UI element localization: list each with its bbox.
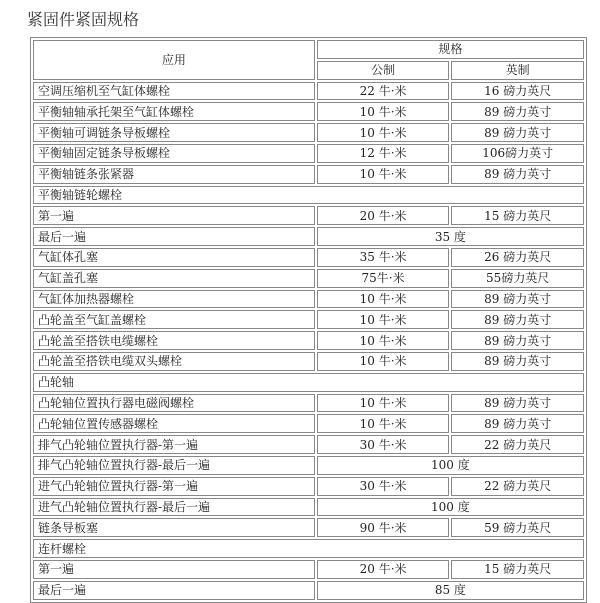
- table-row: [33, 144, 584, 163]
- table-body: [33, 82, 584, 600]
- application-cell: 平衡轴轴承托架至气缸体螺栓: [33, 102, 315, 121]
- application-cell: 排气凸轮轴位置执行器-最后一遍: [33, 456, 315, 475]
- table-row: [33, 498, 584, 517]
- application-cell: 最后一遍: [33, 581, 315, 600]
- application-cell: 凸轮盖至搭铁电缆螺栓: [33, 331, 315, 350]
- imperial-value-cell: 89 磅力英寸: [451, 290, 584, 309]
- metric-value-cell: 20 牛·米: [317, 206, 450, 225]
- imperial-value-cell: 89 磅力英寸: [451, 394, 584, 413]
- application-cell: 进气凸轮轴位置执行器-最后一遍: [33, 498, 315, 517]
- table-row: [33, 290, 584, 309]
- page-title: 紧固件紧固规格: [27, 10, 140, 29]
- table-row: [33, 560, 584, 579]
- spec-value-cell: 35 度: [317, 227, 584, 246]
- table-header-row: [33, 40, 584, 59]
- header-imperial: 英制: [451, 61, 584, 80]
- imperial-value-cell: 106磅力英寸: [451, 144, 584, 163]
- metric-value-cell: 90 牛·米: [317, 518, 450, 537]
- imperial-value-cell: 89 磅力英寸: [451, 102, 584, 121]
- imperial-value-cell: 16 磅力英尺: [451, 82, 584, 101]
- table-row: [33, 373, 584, 392]
- table-row: [33, 123, 584, 142]
- imperial-value-cell: 15 磅力英尺: [451, 560, 584, 579]
- header-application: 应用: [33, 40, 315, 80]
- metric-value-cell: 22 牛·米: [317, 82, 450, 101]
- imperial-value-cell: 22 磅力英尺: [451, 477, 584, 496]
- table-row: [33, 539, 584, 558]
- metric-value-cell: 10 牛·米: [317, 102, 450, 121]
- metric-value-cell: 75牛·米: [317, 269, 450, 288]
- application-cell: 气缸盖孔塞: [33, 269, 315, 288]
- group-header-cell: 凸轮轴: [33, 373, 584, 392]
- metric-value-cell: 10 牛·米: [317, 310, 450, 329]
- application-cell: 气缸体孔塞: [33, 248, 315, 267]
- imperial-value-cell: 59 磅力英尺: [451, 518, 584, 537]
- application-cell: 第一遍: [33, 206, 315, 225]
- table-row: [33, 186, 584, 205]
- metric-value-cell: 10 牛·米: [317, 331, 450, 350]
- imperial-value-cell: 89 磅力英寸: [451, 352, 584, 371]
- table-row: [33, 414, 584, 433]
- application-cell: 排气凸轮轴位置执行器-第一遍: [33, 435, 315, 454]
- table-row: [33, 82, 584, 101]
- spec-value-cell: 85 度: [317, 581, 584, 600]
- table-row: [33, 394, 584, 413]
- table-row: [33, 227, 584, 246]
- table-row: [33, 206, 584, 225]
- table-row: [33, 435, 584, 454]
- table-row: [33, 102, 584, 121]
- application-cell: 进气凸轮轴位置执行器-第一遍: [33, 477, 315, 496]
- application-cell: 链条导板塞: [33, 518, 315, 537]
- imperial-value-cell: 15 磅力英尺: [451, 206, 584, 225]
- table-row: [33, 581, 584, 600]
- table-row: [33, 165, 584, 184]
- imperial-value-cell: 89 磅力英寸: [451, 414, 584, 433]
- imperial-value-cell: 55磅力英尺: [451, 269, 584, 288]
- spec-value-cell: 100 度: [317, 456, 584, 475]
- application-cell: 凸轮轴位置执行器电磁阀螺栓: [33, 394, 315, 413]
- header-spec: 规格: [317, 40, 584, 59]
- application-cell: 最后一遍: [33, 227, 315, 246]
- application-cell: 平衡轴固定链条导板螺栓: [33, 144, 315, 163]
- table-row: [33, 331, 584, 350]
- metric-value-cell: 12 牛·米: [317, 144, 450, 163]
- metric-value-cell: 10 牛·米: [317, 165, 450, 184]
- metric-value-cell: 20 牛·米: [317, 560, 450, 579]
- imperial-value-cell: 89 磅力英寸: [451, 331, 584, 350]
- table-row: [33, 477, 584, 496]
- metric-value-cell: 30 牛·米: [317, 477, 450, 496]
- application-cell: 凸轮盖至搭铁电缆双头螺栓: [33, 352, 315, 371]
- table-row: [33, 310, 584, 329]
- metric-value-cell: 10 牛·米: [317, 414, 450, 433]
- imperial-value-cell: 89 磅力英寸: [451, 165, 584, 184]
- application-cell: 平衡轴可调链条导板螺栓: [33, 123, 315, 142]
- metric-value-cell: 10 牛·米: [317, 123, 450, 142]
- metric-value-cell: 10 牛·米: [317, 352, 450, 371]
- table-row: [33, 352, 584, 371]
- application-cell: 平衡轴链条张紧器: [33, 165, 315, 184]
- header-metric: 公制: [317, 61, 450, 80]
- spec-value-cell: 100 度: [317, 498, 584, 517]
- application-cell: 第一遍: [33, 560, 315, 579]
- metric-value-cell: 35 牛·米: [317, 248, 450, 267]
- application-cell: 凸轮轴位置传感器螺栓: [33, 414, 315, 433]
- imperial-value-cell: 89 磅力英寸: [451, 310, 584, 329]
- table-row: [33, 248, 584, 267]
- group-header-cell: 平衡轴链轮螺栓: [33, 186, 584, 205]
- table-row: [33, 456, 584, 475]
- imperial-value-cell: 89 磅力英寸: [451, 123, 584, 142]
- application-cell: 气缸体加热器螺栓: [33, 290, 315, 309]
- table-row: [33, 518, 584, 537]
- table-row: [33, 269, 584, 288]
- application-cell: 空调压缩机至气缸体螺栓: [33, 82, 315, 101]
- metric-value-cell: 10 牛·米: [317, 394, 450, 413]
- fastener-spec-table: [30, 37, 587, 603]
- imperial-value-cell: 22 磅力英尺: [451, 435, 584, 454]
- metric-value-cell: 30 牛·米: [317, 435, 450, 454]
- group-header-cell: 连杆螺栓: [33, 539, 584, 558]
- metric-value-cell: 10 牛·米: [317, 290, 450, 309]
- application-cell: 凸轮盖至气缸盖螺栓: [33, 310, 315, 329]
- imperial-value-cell: 26 磅力英尺: [451, 248, 584, 267]
